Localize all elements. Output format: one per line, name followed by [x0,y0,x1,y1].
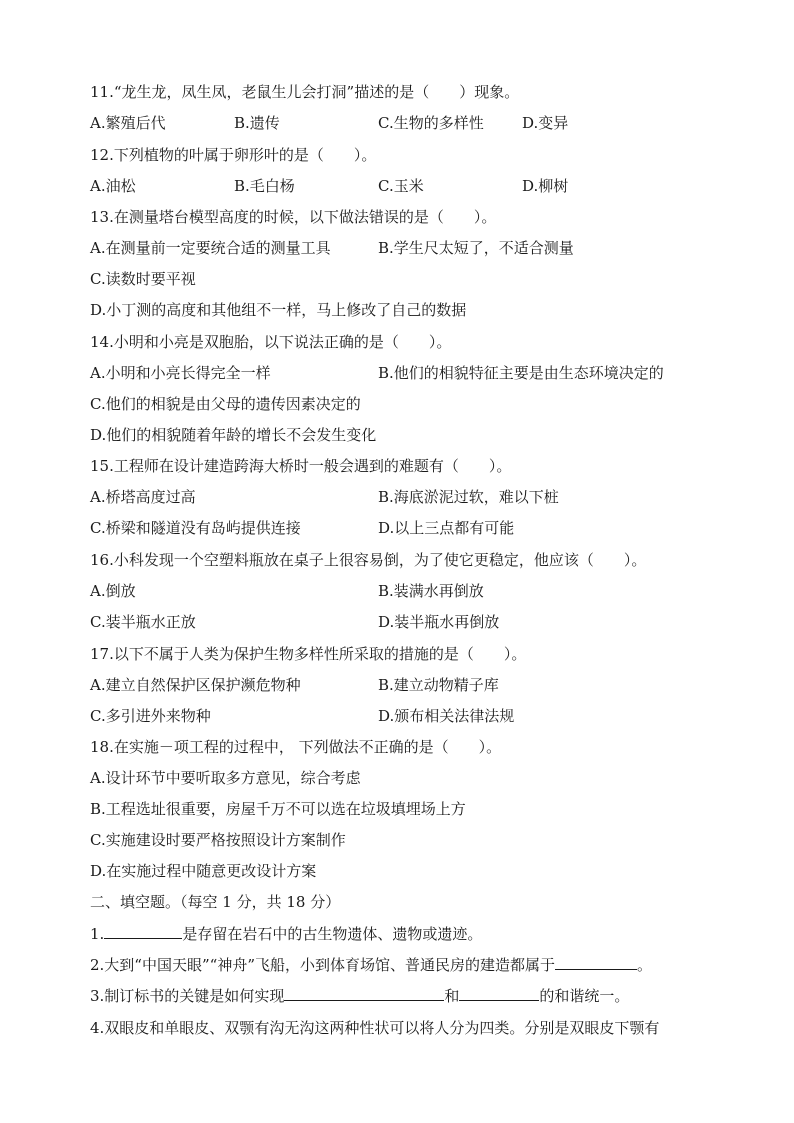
fill-item-3 [90,986,754,1006]
option-a: A.繁殖后代 [90,114,166,132]
question-13-stem: 13.在测量塔台模型高度的时候，以下做法错误的是（ ）。 [90,208,497,226]
option-a: A.设计环节中要听取多方意见，综合考虑 [90,769,361,787]
fill-item-1 [90,924,754,944]
option-c: C.生物的多样性 [378,114,484,132]
option-a: A.在测量前一定要统合适的测量工具 [90,239,331,257]
question-18-stem: 18.在实施－项工程的过程中， 下列做法不正确的是（ ）。 [90,738,502,756]
option-d: D.小丁测的高度和其他组不一样，马上修改了自己的数据 [90,301,467,319]
item-text: 是存留在岩石中的古生物遗体、遗物或遗迹。 [182,925,483,943]
option-b: B.遗传 [234,114,280,132]
option-c: C.装半瓶水正放 [90,613,196,631]
option-d: D.柳树 [522,177,569,195]
option-d: D.以上三点都有可能 [378,519,515,537]
option-a: A.油松 [90,177,136,195]
option-d: D.颁布相关法律法规 [378,707,515,725]
answer-blank[interactable] [555,955,637,970]
option-b: B.建立动物精子库 [378,676,499,694]
item-text-end: 。 [637,956,653,974]
option-b: B.学生尺太短了，不适合测量 [378,239,574,257]
option-c: C.他们的相貌是由父母的遗传因素决定的 [90,395,361,413]
option-c: C.玉米 [378,177,424,195]
item-text-mid: 和 [444,987,460,1005]
option-a: A.桥塔高度过高 [90,488,196,506]
option-c: C.读数时要平视 [90,270,196,288]
question-11-stem: 11.“龙生龙，凤生凤，老鼠生儿会打洞”描述的是（ ）现象。 [90,83,520,101]
option-d: D.变异 [522,114,569,132]
question-16-stem: 16.小科发现一个空塑料瓶放在桌子上很容易倒，为了使它更稳定，他应该（ ）。 [90,551,647,569]
item-text: 2.大到“中国天眼”“神舟”飞船，小到体育场馆、普通民房的建造都属于 [90,956,555,974]
option-d: D.他们的相貌随着年龄的增长不会发生变化 [90,426,377,444]
question-17-stem: 17.以下不属于人类为保护生物多样性所采取的措施的是（ ）。 [90,645,527,663]
option-c: C.实施建设时要严格按照设计方案制作 [90,831,346,849]
option-b: B.海底淤泥过软，难以下桩 [378,488,559,506]
item-text: 3.制订标书的关键是如何实现 [90,987,285,1005]
option-b: B.工程选址很重要，房屋千万不可以选在垃圾填埋场上方 [90,800,466,818]
answer-blank[interactable] [284,986,444,1001]
answer-blank[interactable] [459,986,539,1001]
option-c: C.桥梁和隧道没有岛屿提供连接 [90,519,301,537]
question-15-stem: 15.工程师在设计建造跨海大桥时一般会遇到的难题有（ ）。 [90,457,512,475]
option-a: A.建立自然保护区保护濒危物种 [90,676,301,694]
item-number: 1. [90,925,105,943]
fill-item-4: 4.双眼皮和单眼皮、双颚有沟无沟这两种性状可以将人分为四类。分别是双眼皮下颚有 [90,1019,660,1037]
item-text-end: 的和谐统一。 [539,987,630,1005]
question-12-stem: 12.下列植物的叶属于卵形叶的是（ ）。 [90,146,377,164]
option-b: B.装满水再倒放 [378,582,484,600]
section-heading: 二、填空题。（每空 1 分，共 18 分） [90,893,341,911]
option-b: B.他们的相貌特征主要是由生态环境决定的 [378,364,664,382]
fill-item-2 [90,955,754,975]
option-d: D.装半瓶水再倒放 [378,613,500,631]
question-14-stem: 14.小明和小亮是双胞胎，以下说法正确的是（ ）。 [90,333,452,351]
option-b: B.毛白杨 [234,177,295,195]
answer-blank[interactable] [104,924,182,939]
option-c: C.多引进外来物种 [90,707,211,725]
option-a: A.倒放 [90,582,136,600]
option-a: A.小明和小亮长得完全一样 [90,364,271,382]
option-d: D.在实施过程中随意更改设计方案 [90,862,317,880]
